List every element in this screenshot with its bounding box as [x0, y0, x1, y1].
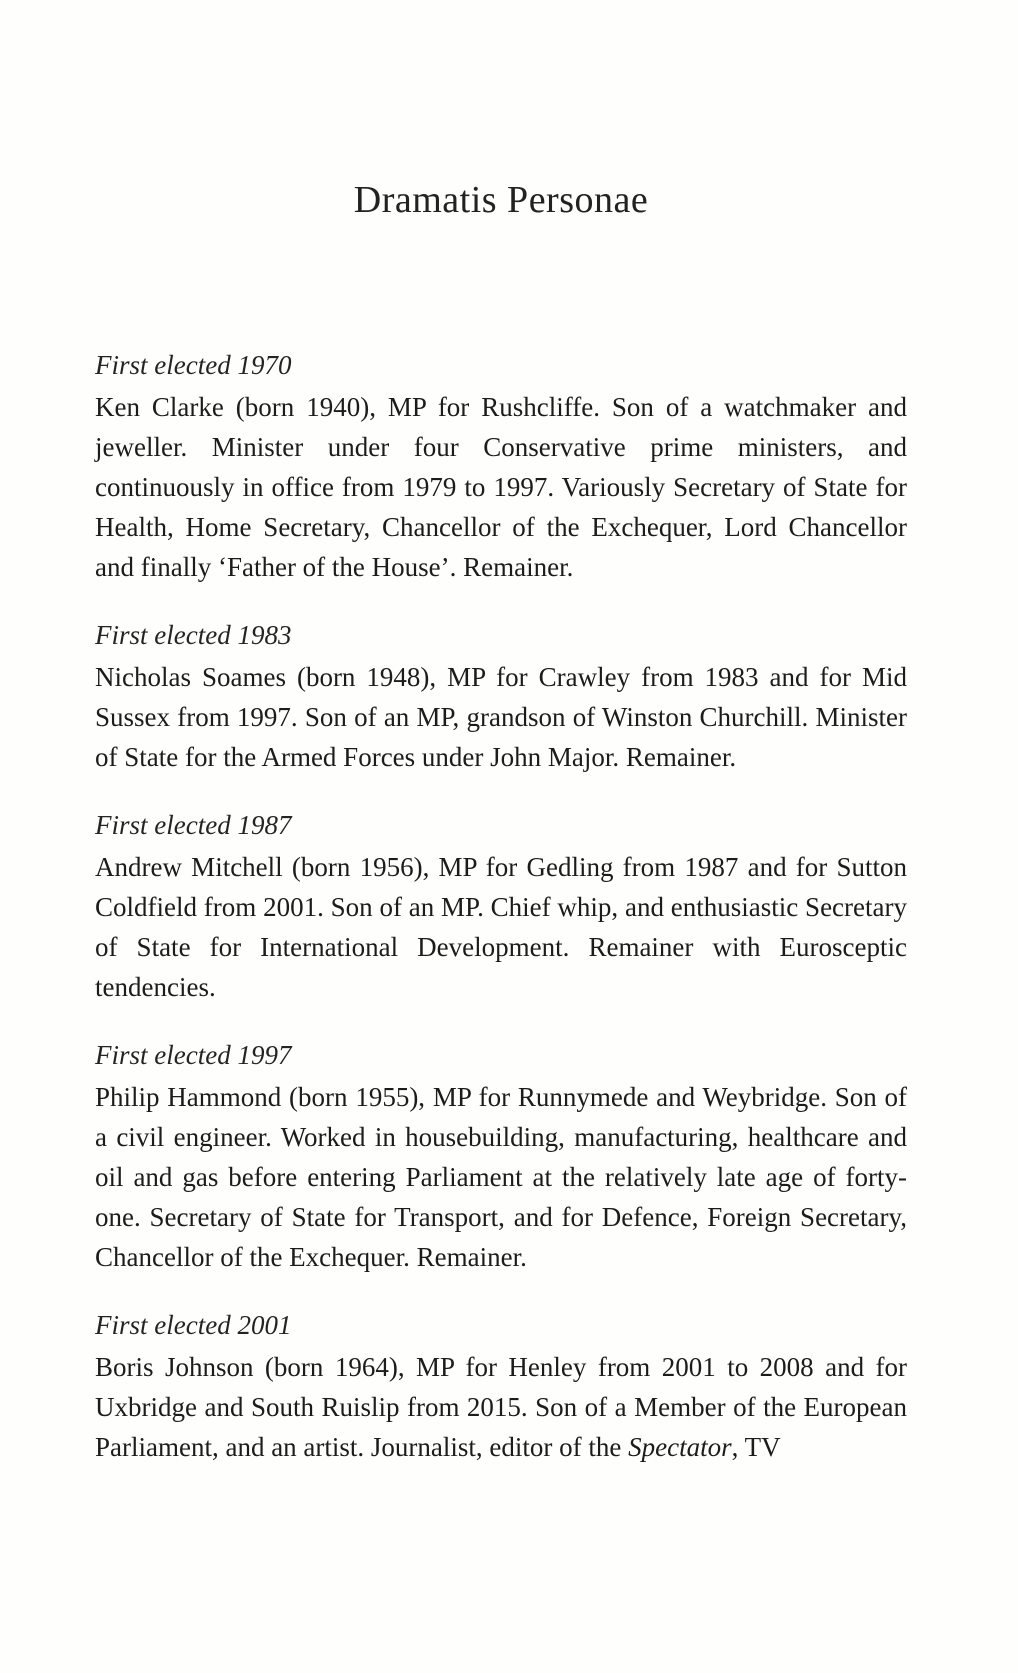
entry-body	[95, 1347, 907, 1467]
entry-heading: First elected 1970	[95, 350, 292, 380]
entry-body: Philip Hammond (born 1955), MP for Runnymede and Weybridge. Son of a civil engineer. Worked in housebuilding, manufacturing, healthcare and oil and gas before entering Parliament at the relatively late age of forty-one. Secretary of State for Transport, and for Defence, Foreign Secretary, Chancellor of the Exchequer. Remainer.	[95, 1082, 907, 1272]
entry-first-elected-1987	[95, 810, 907, 1007]
text-block	[95, 178, 907, 1467]
entry-body-italic-text: Spectator	[628, 1432, 732, 1462]
entry-first-elected-1970	[95, 350, 907, 587]
entry-body-text: Boris Johnson (born 1964), MP for Henley from 2001 to 2008 and for Uxbridge and South Ruislip from 2015. Son of a Member of the European Parliament, and an artist. Journalist, editor of the	[95, 1352, 907, 1462]
entry-first-elected-1983	[95, 620, 907, 777]
entry-body: Andrew Mitchell (born 1956), MP for Gedling from 1987 and for Sutton Coldfield from 2001. Son of an MP. Chief whip, and enthusiastic Secretary of State for International Development. Remainer with Eurosceptic tendencies.	[95, 852, 907, 1002]
entry-first-elected-2001	[95, 1310, 907, 1467]
entry-body-text: , TV	[731, 1432, 781, 1462]
entry-heading: First elected 1987	[95, 810, 292, 840]
page-title: Dramatis Personae	[353, 179, 649, 221]
page-content	[95, 350, 907, 1467]
entry-heading: First elected 1997	[95, 1040, 292, 1070]
entry-first-elected-1997	[95, 1040, 907, 1277]
entry-heading: First elected 2001	[95, 1310, 292, 1340]
entry-body: Nicholas Soames (born 1948), MP for Crawley from 1983 and for Mid Sussex from 1997. Son of an MP, grandson of Winston Churchill. Minister of State for the Armed Forces under John Major. Remainer.	[95, 662, 907, 772]
entry-heading: First elected 1983	[95, 620, 292, 650]
entry-body: Ken Clarke (born 1940), MP for Rushcliffe. Son of a watchmaker and jeweller. Minister under four Conservative prime ministers, and continuously in office from 1979 to 1997. Variously Secretary of State for Health, Home Secretary, Chancellor of the Exchequer, Lord Chancellor and finally ‘Father of the House’. Remainer.	[95, 392, 907, 582]
